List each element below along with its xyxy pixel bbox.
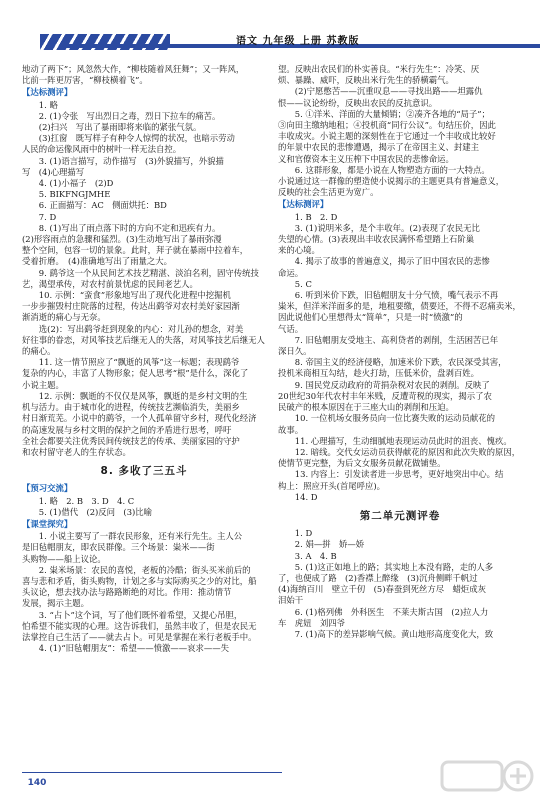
- answer-line: 渐消逝的痛心与无奈。: [22, 312, 106, 323]
- footer-rule: [22, 772, 282, 773]
- answer-line: 投机米商相互勾结，趁火打劫，压低米价，盘剥百姓。: [278, 368, 479, 379]
- answer-line: 9. 鹞爷这一个从民间艺术技艺精湛、淡泊名利，固守传统技: [38, 267, 259, 278]
- answer-line: (2)宁愿憋苦——沉重叹息——寻找出路——坦露仇: [294, 86, 483, 97]
- answer-line: 4. 揭示了故事的普遍意义，揭示了旧中国农民的悲惨: [294, 256, 490, 267]
- left-column: [22, 64, 266, 734]
- answer-line: 比前一阵更厉害，“柳枝横着飞”。: [22, 75, 148, 86]
- answer-line: 13. 内容上：引发读者进一步思考，更好地突出中心。结: [294, 469, 504, 480]
- answer-line: 1. 小说主要写了一群农民形象，还有米行先生。主人公: [38, 531, 243, 542]
- answer-line: 发展，揭示主题。: [22, 598, 89, 609]
- answer-line: 复杂的内心，丰富了人物形象；促人思考“根”是什么，深化了: [22, 368, 249, 379]
- answer-line: 失望的心情。(3)表现出丰收农民满怀希望踏上石阶巢: [278, 234, 475, 245]
- section-tag: 【课堂探究】: [22, 518, 73, 529]
- answer-line: 11. 这一情节照应了“飘逝的风筝”这一标题；表现鹞爷: [38, 357, 240, 368]
- answer-line: 5. (1)这正如地上的路；其实地上本没有路，走的人多: [294, 561, 494, 572]
- answer-line: 恨——议论纷纷，反映出农民的反抗意识。: [278, 97, 438, 108]
- answer-line: 小说主题。: [22, 379, 64, 390]
- answer-line: 3. (1)说明米多，是个丰收年。(2)表现了农民无比: [294, 222, 480, 233]
- answer-line: 地动了两下”；风忽然大作，“柳枝随着风狂舞”；又一阵风，: [22, 64, 245, 74]
- section-tag: 【达标测评】: [278, 199, 329, 210]
- answer-line: 烦、暴躁、威吓，反映出米行先生的骄横霸气。: [278, 75, 454, 86]
- answer-line: 喜与悲和矛盾，街头购物，计划之多与实际购买之少的对比，船: [22, 575, 257, 586]
- header-title: 语文 九年级 上册 苏教版: [236, 36, 360, 47]
- answer-line: 人民的命运像风雨中的树叶一样无法自控。: [22, 144, 182, 155]
- answer-line: 泪始干: [278, 595, 304, 606]
- answer-line: 6. 正面描写：AC 侧面烘托：BD: [38, 200, 167, 211]
- answer-line: 义和官僚资本主义压榨下中国农民的悲惨命运。: [278, 153, 454, 164]
- answer-line: 14. D: [294, 491, 318, 502]
- answer-line: 4. (1)“旧毡帽朋友”：希望——愤激——哀求——失: [38, 643, 229, 654]
- answer-line: 受着折磨。 (4)准确地写出了雨量之大。: [22, 256, 173, 267]
- answer-line: 法掌控自己生活了——就去占卜。可见是掌握在米行老板手中。: [22, 631, 257, 642]
- answer-line: 1. 略: [38, 99, 58, 110]
- answer-line: 11. 心理描写，生动细腻地表现运动员此时的沮丧、愧疚。: [294, 435, 512, 446]
- right-lines: [278, 64, 522, 503]
- answer-line: 是旧毡帽朋友，即农民群像。三个场景：粜米——街: [22, 542, 215, 553]
- answer-line: 小说通过这一群像的塑造使小说揭示的主题更具有普遍意义，: [278, 176, 505, 187]
- answer-line: 7. D: [38, 211, 57, 222]
- answer-line: 8. (1)写出了雨点落下时的方向不定和迅疾有力。: [38, 222, 221, 233]
- answer-line: 和农村留守老人的生存状态。: [22, 446, 131, 457]
- left-lines-2: [22, 483, 266, 654]
- answer-line: 5. BIKFNGJMHE: [38, 189, 111, 200]
- answer-line: 的高速发展与乡村文明的保护之间的矛盾进行思考，呼吁: [22, 424, 232, 435]
- answer-line: 构上：照应开头(首尾呼应)。: [278, 480, 386, 491]
- answer-line: 2. (1)令张 写出烈日之毒，烈日下拉车的痛苦。: [38, 110, 221, 121]
- answer-line: 5. ①洋米、洋面的大量倾销；②凑齐各地的“局子”；: [294, 108, 490, 119]
- answer-line: 反映的社会生活更为宽广。: [278, 187, 379, 198]
- answer-line: 5. (1)借代 (2)反问 (3)比喻: [38, 506, 153, 517]
- right-lines-2: [278, 528, 522, 640]
- answer-line: 村日渐荒芜。小说中的鹞爷，一个人孤单留守乡村，现代化经济: [22, 413, 257, 424]
- answer-line: 10. 一位机场女服务员向一位比赛失败的运动员献花的: [294, 413, 496, 424]
- answer-columns: [22, 64, 522, 734]
- answer-line: 气话。: [278, 323, 304, 334]
- answer-line: 12. 示例：飘逝的不仅仅是风筝，飘逝的是乡村文明的生: [38, 390, 248, 401]
- answer-line: 4. (1)小福子 (2)D: [38, 178, 114, 189]
- answer-line: 1. D: [294, 528, 313, 539]
- answer-line: 12. 暗线。交代女运动员获得献花的原因和此次失败的原因，: [294, 446, 521, 457]
- answer-line: 1. B 2. D: [294, 211, 338, 222]
- answer-line: 6. 听到米价下跌，旧毡帽朋友十分气愤，嘴气表示不再: [294, 290, 499, 301]
- answer-line: 6. 这群形象，都是小说在人物塑造方面的一大特点。: [294, 164, 490, 175]
- answer-line: 故事。: [278, 424, 304, 435]
- answer-line: 车 虎妞 刘四爷: [278, 617, 345, 628]
- answer-line: (3)扛窗 既写样子有种令人惊愕的状况，也暗示劳动: [38, 133, 235, 144]
- answer-line: 使情节更完整，为后文女服务员献花做铺垫。: [278, 458, 446, 469]
- section-tag: 【达标测评】: [22, 87, 73, 98]
- answer-line: 好往事的眷恋，对风筝技艺后继无人的失落，对风筝技艺后继无人: [22, 334, 265, 345]
- answer-line: 2. 娟—拼 娇—娇: [294, 539, 365, 550]
- right-column: [278, 64, 522, 734]
- answer-line: 1. 略 2. B 3. D 4. C: [38, 495, 135, 506]
- answer-line: 3. “占卜”这个词，写了他们既怀着希望，又提心吊胆，: [38, 609, 243, 620]
- answer-line: 7. (1)高下的差异影响气候。黄山地形高度变化大，致: [294, 628, 494, 639]
- answer-line: 机与活力。由于城市化的进程，传统技艺濒临消失，美丽乡: [22, 402, 240, 413]
- answer-line: 8. 帝国主义的经济侵略，加速米价下跌，农民深受其害，: [294, 357, 507, 368]
- answer-line: 的痛心。: [22, 346, 56, 357]
- answer-line: 选(2)：写出鹞爷赶到现象的内心：对儿孙的想念，对美: [38, 323, 244, 334]
- answer-line: ③向田主缴纳地租；④投机商“同行公议”。句结压价，因此: [278, 120, 496, 131]
- answer-line: 望。反映出农民们的朴实善良。“米行先生”：冷笑、厌: [278, 64, 480, 74]
- section-tag: 【预习交流】: [22, 483, 73, 494]
- watermark-logo-icon: [440, 756, 536, 796]
- answer-line: 10. 示例：“蛮食”形象地写出了现代化进程中挖掘机: [38, 290, 231, 301]
- answer-line: 2. 粜米场景：农民的喜悦，老板的冷酷；街头买米前后的: [38, 564, 251, 575]
- answer-line: 5. C: [294, 278, 312, 289]
- page-header: [0, 0, 540, 62]
- answer-line: 9. 国民党反动政府的苛捐杂税对农民的剥削。反映了: [294, 379, 490, 390]
- answer-line: (2)扫兴 写出了暴雨即将来临的紧张气氛。: [38, 122, 202, 133]
- answer-line: 整个空间，包容一切的景象。此时，拜子就在暴雨中拉着车，: [22, 245, 249, 256]
- answer-line: 6. (1)格列佛 外科医生 不莱夫斯古国 (2)拉人力: [294, 606, 489, 617]
- page-number: 140: [27, 778, 47, 788]
- answer-line: (4)海纳百川 壁立千仞 (5)春蚕到死丝方尽 蜡炬成灰: [278, 584, 486, 595]
- answer-line: 艺，渴望承传，对农村前景忧虑的民间老艺人。: [22, 278, 198, 289]
- answer-line: 民破产的根本原因在于三座大山的剥削和压迫。: [278, 402, 454, 413]
- left-lines: [22, 64, 266, 458]
- answer-line: 丰收成灾。小说主题的深刻性在于它通过一个丰收成比较好: [278, 131, 496, 142]
- answer-line: 7. 旧毡帽朋友受地主、高利贷者的剥削，生活困苦已年: [294, 334, 499, 345]
- answer-line: 命运。: [278, 267, 304, 278]
- answer-line: (2)形容雨点的急骤和猛烈。(3)生动地写出了暴雨弥漫: [22, 234, 222, 245]
- answer-line: 来的心境。: [278, 245, 320, 256]
- answer-line: 头购物——船上议论。: [22, 553, 106, 564]
- answer-line: 的年景中农民的悲惨遭遇，揭示了在帝国主义、封建主: [278, 142, 479, 153]
- answer-line: 写 (4)心理描写: [22, 166, 85, 177]
- answer-line: 粜米，但洋米洋面多的是，地租要缴，债要还，不得不忍痛卖米，: [278, 301, 521, 312]
- chapter-title-left: 8. 多收了三五斗: [100, 465, 188, 478]
- answer-line: 一步步摧毁村庄院落的过程，传达出鹞爷对农村美好家园渐: [22, 301, 240, 312]
- answer-line: 3. A 4. B: [294, 550, 337, 561]
- answer-line: 怕希望不能实现的心理。这告诉我们，虽然丰收了，但是农民无: [22, 620, 257, 631]
- answer-line: 头议论，想去找办法与路路断绝的对比。作用：推动情节: [22, 587, 232, 598]
- answer-line: 20世纪30年代农村丰年米贱，反遭苛税的现实，揭示了农: [278, 390, 492, 401]
- answer-line: 因此说他们心里想得太“简单”，只是一时“愤激”的: [278, 312, 463, 323]
- answer-line: 全社会都要关注优秀民间传统技艺的传承、美丽家园的守护: [22, 435, 240, 446]
- chapter-title-right: 第二单元测评卷: [359, 509, 441, 522]
- answer-line: 3. (1)语言描写，动作描写 (3)外貌描写，外貌描: [38, 155, 224, 166]
- answer-line: 了，也便成了路 (2)香襟上醉缘 (3)沉舟侧畔千帆过: [278, 572, 478, 583]
- answer-line: 深日久。: [278, 346, 312, 357]
